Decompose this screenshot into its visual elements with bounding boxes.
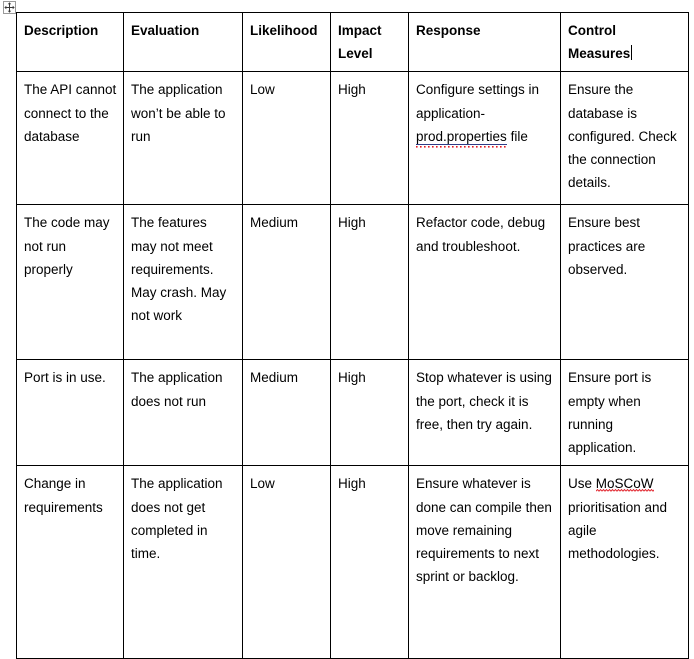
cell-response-text: Refactor code, debug and troubleshoot. [416, 215, 546, 254]
cell-impact-level-text: High [338, 215, 366, 231]
table-row [17, 360, 689, 466]
cell-response-text: Configure settings in application- [416, 82, 540, 121]
cell-response-text-suffix: file [506, 128, 528, 144]
column-header-impact-level-label: Impact Level [338, 23, 382, 62]
cell-description[interactable] [17, 360, 124, 466]
cell-likelihood[interactable] [243, 205, 331, 360]
cell-description-text: Port is in use. [24, 370, 106, 386]
cell-response-text: Ensure whatever is done can compile then move remaining requirements to next sprint or backlog. [416, 476, 552, 585]
column-header-control-measures[interactable] [561, 13, 689, 72]
cell-description-text: Change in requirements [24, 476, 103, 515]
column-header-evaluation[interactable] [124, 13, 243, 72]
cell-control-measures-text-prefix: Use [568, 476, 596, 492]
cell-description-text: The code may not run properly [24, 215, 110, 277]
cell-control-measures-text-suffix: prioritisation and agile methodologies. [568, 499, 668, 562]
cell-likelihood[interactable] [243, 466, 331, 659]
column-header-description-label: Description [24, 23, 99, 38]
column-header-response-label: Response [416, 23, 481, 38]
cell-likelihood-text: Low [250, 476, 275, 492]
risk-table-container [16, 12, 688, 659]
cell-description[interactable] [17, 205, 124, 360]
table-row [17, 72, 689, 205]
cell-impact-level-text: High [338, 370, 366, 386]
cell-impact-level[interactable] [331, 205, 409, 360]
cell-control-measures[interactable] [561, 72, 689, 205]
cell-likelihood-text: Medium [250, 215, 299, 231]
cell-likelihood[interactable] [243, 360, 331, 466]
column-header-likelihood-label: Likelihood [250, 23, 318, 38]
cell-control-measures[interactable] [561, 360, 689, 466]
cell-evaluation[interactable] [124, 466, 243, 659]
cell-impact-level[interactable] [331, 360, 409, 466]
cell-impact-level[interactable] [331, 466, 409, 659]
column-header-description[interactable] [17, 13, 124, 72]
cell-description-text: The API cannot connect to the database [24, 82, 117, 144]
cell-control-measures-text: Ensure the database is configured. Check the connection details. [568, 82, 677, 191]
column-header-impact-level[interactable] [331, 13, 409, 72]
cell-evaluation-text: The features may not meet requirements. May crash. May not work [131, 215, 227, 324]
cell-control-measures-text: Ensure best practices are observed. [568, 215, 646, 277]
cell-response[interactable] [409, 360, 561, 466]
cell-description[interactable] [17, 72, 124, 205]
cell-response[interactable] [409, 205, 561, 360]
cell-evaluation[interactable] [124, 205, 243, 360]
cell-response[interactable] [409, 466, 561, 659]
cell-evaluation-text: The application does not run [131, 370, 223, 409]
cell-response-link-prod-properties[interactable]: prod.properties [416, 128, 507, 144]
risk-assessment-table[interactable] [16, 12, 689, 659]
table-row [17, 466, 689, 659]
cell-likelihood-text: Low [250, 82, 275, 98]
cell-response[interactable] [409, 72, 561, 205]
table-row [17, 205, 689, 360]
text-caret [631, 45, 632, 60]
cell-evaluation-text: The application won’t be able to run [131, 82, 226, 144]
cell-likelihood[interactable] [243, 72, 331, 205]
cell-evaluation[interactable] [124, 72, 243, 205]
cell-control-measures-misspelled-word[interactable]: MoSCoW [595, 476, 654, 492]
column-header-control-measures-label: Control Measures [568, 23, 631, 62]
cell-likelihood-text: Medium [250, 370, 299, 386]
table-move-handle[interactable] [3, 1, 16, 14]
cell-impact-level[interactable] [331, 72, 409, 205]
table-header-row [17, 13, 689, 72]
cell-control-measures[interactable] [561, 466, 689, 659]
cell-evaluation-text: The application does not get completed in time. [131, 476, 223, 562]
cell-response-text: Stop whatever is using the port, check it is free, then try again. [416, 370, 552, 432]
column-header-evaluation-label: Evaluation [131, 23, 200, 38]
cell-control-measures[interactable] [561, 205, 689, 360]
cell-control-measures-text: Ensure port is empty when running application. [568, 370, 652, 456]
cell-description[interactable] [17, 466, 124, 659]
move-cross-icon [4, 2, 15, 13]
cell-impact-level-text: High [338, 82, 366, 98]
cell-evaluation[interactable] [124, 360, 243, 466]
column-header-response[interactable] [409, 13, 561, 72]
column-header-likelihood[interactable] [243, 13, 331, 72]
cell-impact-level-text: High [338, 476, 366, 492]
